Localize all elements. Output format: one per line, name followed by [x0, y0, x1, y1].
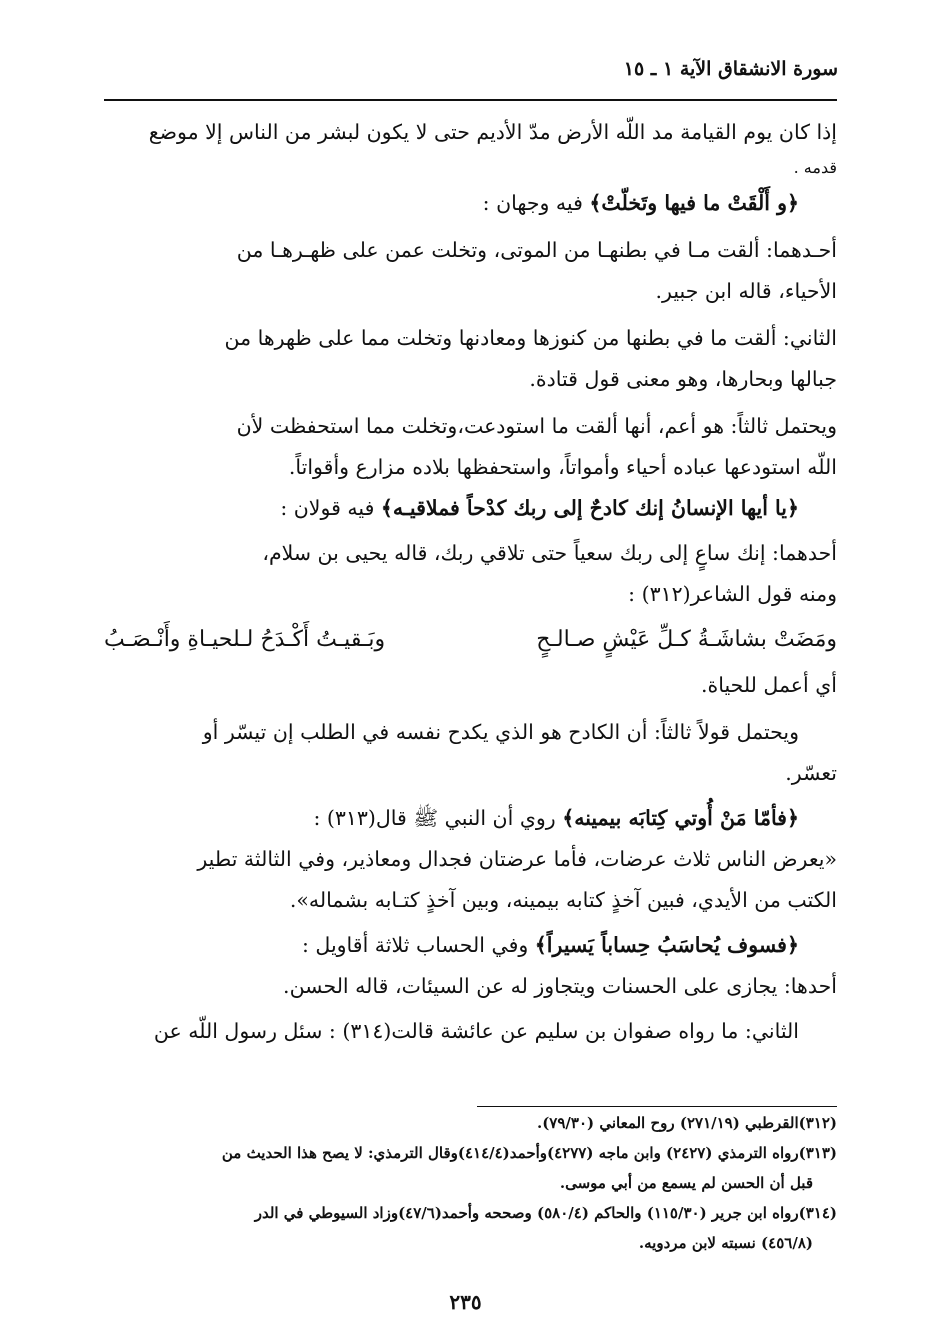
text-line: قدمه .: [793, 158, 837, 177]
text-line: ومنه قول الشاعر(٣١٢) :: [628, 582, 837, 606]
text-line: أحـدهما: ألقت مـا في بطنهـا من الموتى، وتخلت عمن على ظهـرهـا من: [236, 238, 837, 262]
text-line: الثاني: ما رواه صفوان بن سليم عن عائشة قالت(٣١٤) : سئل رسول اللّه عن: [153, 1019, 799, 1043]
text-line: ويحتمل ثالثاً: هو أعم، أنها ألقت ما استودعت،وتخلت مما استحفظت لأن: [236, 414, 837, 438]
footnote: (٣١٤)رواه ابن جرير (١١٥/٣٠) والحاكم (٥٨٠/٤) وصححه وأحمد(٤٧/٦)وزاد السيوطي في الدر: [254, 1204, 837, 1222]
poetry-verse: [104, 615, 837, 665]
text-line: ويحتمل قولاً ثالثاً: أن الكادح هو الذي يكدح نفسه في الطلب إن تيسّر أو: [202, 720, 799, 744]
footnote-continuation: (٤٥٦/٨) نسبته لابن مردويه.: [638, 1234, 813, 1252]
text-line: أي أعمل للحياة.: [700, 673, 837, 697]
quran-heading: ﴿يا أيها الإنسانُ إنك كادحٌ إلى ربك كدْحاً فملاقيـه﴾ فيه قولان :: [280, 496, 799, 520]
text-line: الكتب من الأيدي، فبين آخذٍ كتابه بيمينه، وبين آخذٍ كتـابه بشماله».: [289, 888, 837, 912]
page-number: ٢٣٥: [449, 1290, 482, 1314]
text-line: الأحياء، قاله ابن جبير.: [655, 279, 837, 303]
verse-first-hemistich: ومَضَتْ بشاشَـةُ كـلِّ عَيْشٍ صـالـحٍ: [536, 627, 837, 652]
text-line: «يعرض الناس ثلاث عرضات، فأما عرضتان فجدال ومعاذير، وفي الثالثة تطير: [197, 847, 837, 871]
quran-heading: ﴿فأمّا مَنْ أُوتي كِتابَه بيمينه﴾ روي أن النبي ﷺ قال(٣١٣) :: [313, 806, 799, 830]
footnote-continuation: قبل أن الحسن لم يسمع من أبي موسى.: [559, 1174, 813, 1192]
footnotes: [104, 1108, 837, 1258]
footnote: (٣١٢)القرطبي (٢٧١/١٩) روح المعاني (٧٩/٣٠).: [536, 1114, 837, 1132]
footnote: (٣١٣)رواه الترمذي (٢٤٢٧) وابن ماجه (٤٢٧٧)وأحمد(٤١٤/٤)وقال الترمذي: لا يصح هذا الحديث من: [221, 1144, 837, 1162]
text-line: أحدها: يجازى على الحسنات ويتجاوز له عن السيئات، قاله الحسن.: [283, 974, 837, 998]
quran-heading: ﴿و أَلْقَتْ ما فيها وتَخلّتْ﴾ فيه وجهان :: [482, 191, 799, 215]
main-text: [104, 112, 837, 1052]
header-rule: [104, 99, 837, 101]
text-line: الثاني: ألقت ما في بطنها من كنوزها ومعادنها وتخلت مما على ظهرها من: [224, 326, 837, 350]
quran-heading: ﴿فسوف يُحاسَبُ حِساباً يَسيراً﴾ وفي الحساب ثلاثة أقاويل :: [302, 933, 799, 957]
text-line: أحدهما: إنك ساعٍ إلى ربك سعياً حتى تلاقي ربك، قاله يحيى بن سلام،: [262, 541, 837, 565]
text-line: اللّه استودعها عباده أحياء وأمواتاً، واستحفظها بلاده مزارع وأقواتاً.: [288, 455, 837, 479]
text-line: إذا كان يوم القيامة مد اللّه الأرض مدّ الأديم حتى لا يكون لبشر من الناس إلا موضع: [148, 120, 837, 144]
running-header: سورة الانشقاق الآية ١ ـ ١٥: [623, 58, 838, 80]
text-line: تعسّر.: [785, 761, 837, 785]
verse-second-hemistich: وبَـقيـتُ أَكْـدَحُ لـلحيـاةِ وأَنْـصَـبُ: [104, 627, 386, 652]
footnote-rule: [477, 1106, 837, 1107]
text-line: جبالها وبحارها، وهو معنى قول قتادة.: [529, 367, 837, 391]
